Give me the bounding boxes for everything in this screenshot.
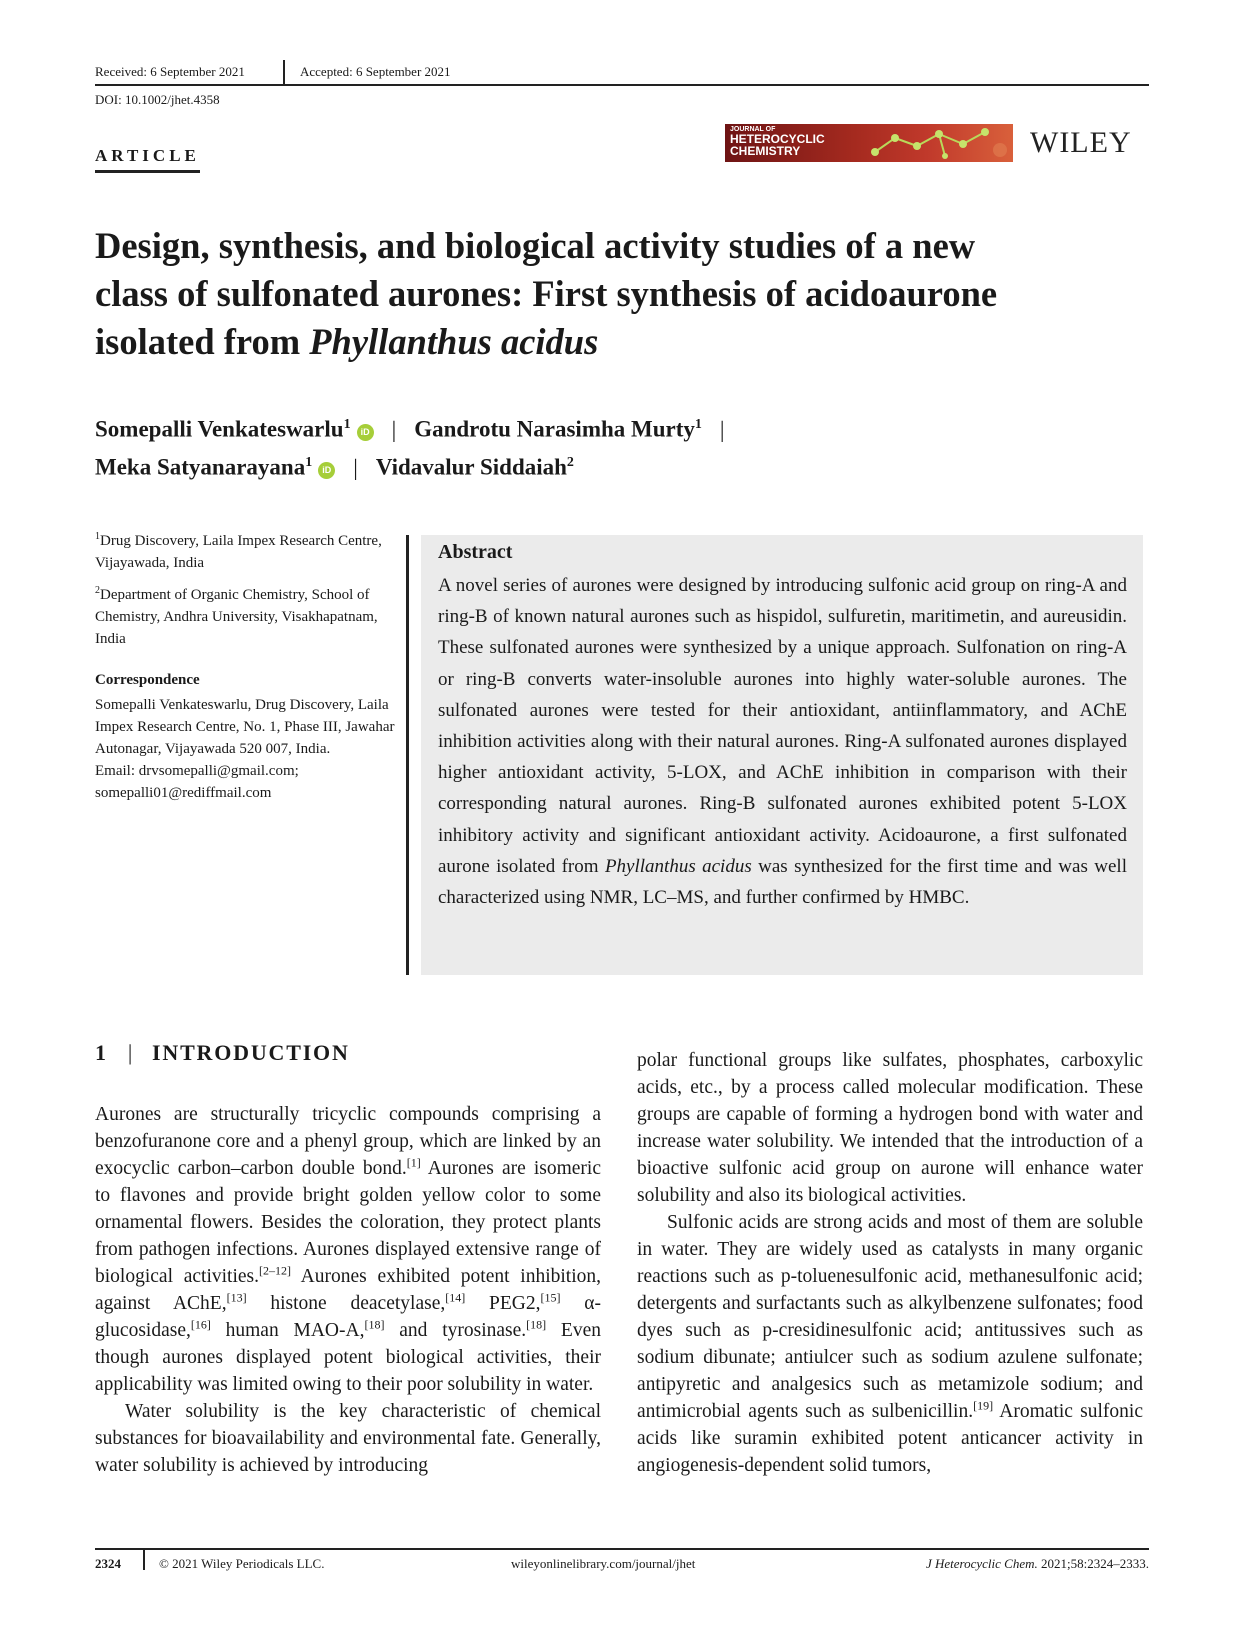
citation-ref[interactable]: [19] <box>973 1398 994 1413</box>
page-footer <box>95 1548 1149 1572</box>
author-name[interactable]: Meka Satyanarayana <box>95 454 306 480</box>
abstract-box <box>421 535 1143 975</box>
journal-website-link[interactable]: wileyonlinelibrary.com/journal/jhet <box>511 1556 696 1571</box>
citation-ref[interactable]: [16] <box>190 1317 211 1332</box>
author-name[interactable]: Vidavalur Siddaiah <box>375 454 567 480</box>
citation: J Heterocyclic Chem. 2021;58:2324–2333. <box>925 1556 1149 1571</box>
affiliation-2: $^2$Department of Organic Chemistry, School of Chemistry, Andhra University, Visakhapatnam, India <box>95 585 378 647</box>
article-type-label: ARTICLE <box>95 146 200 173</box>
abstract-rule <box>406 535 409 975</box>
title-line-2: class of sulfonated aurones: First synthesis of acidoaurone <box>95 273 998 314</box>
article-title <box>95 222 1175 366</box>
author-line-2: Meka Satyanarayana$^1$ iD | Vidavalur Siddaiah$^2$ <box>95 454 574 480</box>
email-link[interactable]: Email: drvsomepalli@gmail.com; <box>95 763 299 779</box>
journal-logo-small: JOURNAL OF <box>730 126 776 133</box>
author-name[interactable]: Gandrotu Narasimha Murty <box>414 416 695 442</box>
accepted-date: Accepted: 6 September 2021 <box>300 64 451 79</box>
email-link[interactable]: somepalli01@rediffmail.com <box>95 785 272 801</box>
title-line-3: isolated from Phyllanthus acidus <box>95 321 599 362</box>
citation-ref[interactable]: [2–12] <box>259 1263 291 1278</box>
journal-logo-line2: CHEMISTRY <box>730 144 801 158</box>
intro-right-column <box>637 1047 1143 1479</box>
author-separator: | <box>719 416 725 442</box>
correspondence-block: Somepalli Venkateswarlu, Drug Discovery, Laila Impex Research Centre, No. 1, Phase III, Jawahar Autonagar, Vijayawada 520 007, India. Email: drvsomepalli@gmail.com; somepalli01@rediffmail.com <box>95 697 395 801</box>
author-name[interactable]: Somepalli Venkateswarlu <box>95 416 344 442</box>
citation-ref[interactable]: [14] <box>445 1290 466 1305</box>
footer-divider <box>143 1550 145 1570</box>
intro-paragraph-3: polar functional groups like sulfates, phosphates, carboxylic acids, etc., by a process called molecular modification. These groups are capable of forming a hydrogen bond with water and increase water solubility. We intended that the introduction of a bioactive sulfonic acid group on aurone will enhance water solubility and also its biological activities. <box>637 1050 1143 1206</box>
header-divider <box>283 60 285 84</box>
orcid-icon[interactable]: iD <box>357 424 374 441</box>
title-species: Phyllanthus acidus <box>309 321 599 362</box>
author-line-1: Somepalli Venkateswarlu$^1$ iD | Gandrotu Narasimha Murty$^1$ | <box>95 416 725 442</box>
citation-ref[interactable]: [13] <box>226 1290 247 1305</box>
citation-ref[interactable]: [1] <box>406 1155 421 1170</box>
wiley-logo[interactable]: WILEY <box>1030 126 1132 159</box>
doi[interactable]: DOI: 10.1002/jhet.4358 <box>95 92 220 107</box>
citation-ref[interactable]: [18] <box>526 1317 547 1332</box>
author-separator: | <box>353 454 358 480</box>
journal-logo-line1: HETEROCYCLIC <box>730 132 825 146</box>
header-bar <box>95 60 1149 86</box>
intro-paragraph-4: Sulfonic acids are strong acids and most of them are soluble in water. They are widely used as catalysts in many organic reactions such as p-toluenesulfonic acid, methanesulfonic acid; detergents and surfactants such as alkylbenzene sulfonates; food dyes such as p-cresidinesulfonic acid; antitussives such as sodium dibunate; antiulcer such as sodium azulene sulfonate; antipyretic and analgesics such as metamizole sodium; and antimicrobial agents such as sulbenicillin.[19] Aromatic sulfonic acids like suramin exhibited potent anticancer activity in angiogenesis-dependent solid tumors, <box>637 1212 1143 1476</box>
copyright: © 2021 Wiley Periodicals LLC. <box>159 1556 325 1571</box>
orcid-icon[interactable]: iD <box>318 462 335 479</box>
page-number: 2324 <box>95 1556 121 1571</box>
intro-paragraph-1: Aurones are structurally tricyclic compounds comprising a benzofuranone core and a phenyl group, which are linked by an exocyclic carbon–carbon double bond.[1] Aurones are isomeric to flavones and provide bright golden yellow color to some ornamental flowers. Besides the coloration, they protect plants from pathogen infections. Aurones displayed extensive range of biological activities.[2–12] Aurones exhibited potent inhibition, against AChE,[13] histone deacetylase,[14] PEG2,[15] α-glucosidase,[16] human MAO-A,[18] and tyrosinase.[18] Even though aurones displayed potent biological activities, their applicability was limited owing to their poor solubility in water. <box>95 1104 601 1395</box>
intro-left-column <box>95 1101 601 1479</box>
title-line-1: Design, synthesis, and biological activity studies of a new <box>95 225 976 266</box>
citation-ref[interactable]: [18] <box>364 1317 385 1332</box>
section-heading-introduction: 1 | INTRODUCTION <box>95 1040 350 1065</box>
correspondence-heading: Correspondence <box>95 672 200 688</box>
received-date: Received: 6 September 2021 <box>95 64 245 79</box>
citation-ref[interactable]: [15] <box>540 1290 561 1305</box>
affiliation-1: $^1$Drug Discovery, Laila Impex Research Centre, Vijayawada, India <box>95 531 382 571</box>
intro-paragraph-2: Water solubility is the key characteristic of chemical substances for bioavailability and environmental fate. Generally, water solubility is achieved by introducing <box>95 1401 601 1476</box>
author-separator: | <box>391 416 397 442</box>
molecule-graphic-icon <box>865 124 1013 162</box>
abstract-text: A novel series of aurones were designed by introducing sulfonic acid group on ring-A and ring-B of known natural aurones such as hispidol, sulfuretin, maritimetin, and aureusidin. These sulfonated aurones were synthesized by a unique approach. Sulfonation on ring-A or ring-B converts water-insoluble aurones into highly water-soluble aurones. The sulfonated aurones were tested for their antioxidant, antiinflammatory, and AChE inhibition activities along with their natural aurones. Ring-A sulfonated aurones displayed higher antioxidant activity, 5-LOX, and AChE inhibition in comparison with their corresponding natural aurones. Ring-B sulfonated aurones exhibited potent 5-LOX inhibitory activity and significant antioxidant activity. Acidoaurone, a first sulfonated aurone isolated from Phyllanthus acidus was synthesized for the first time and was well characterized using NMR, LC–MS, and further confirmed by HMBC. <box>438 575 1127 909</box>
abstract-heading: Abstract <box>438 541 513 563</box>
journal-logo[interactable] <box>725 124 1013 162</box>
